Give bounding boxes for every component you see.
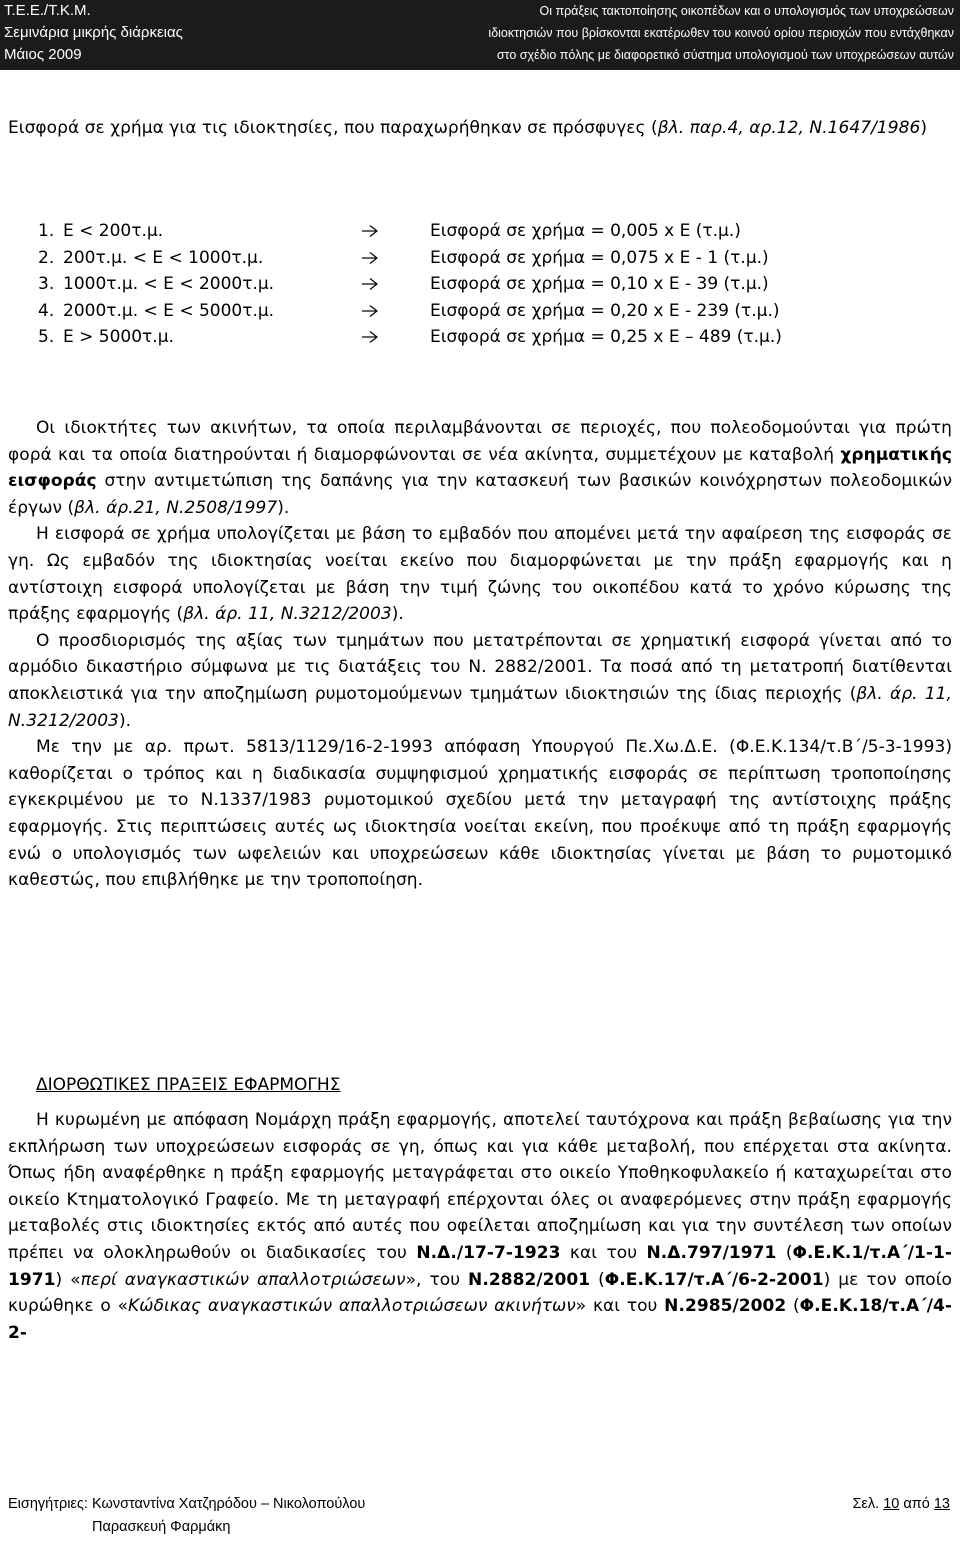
list-item: 4. 2000τ.μ. < E < 5000τ.μ. Εισφορά σε χρήμα = 0,20 x E - 239 (τ.μ.) [38, 298, 938, 325]
legal-reference: βλ. άρ.21, Ν.2508/1997 [74, 497, 278, 518]
arrow-right-icon [361, 271, 379, 297]
legal-reference: βλ. άρ. 11, Ν.3212/2003 [8, 683, 953, 731]
arrow-right-icon [361, 218, 379, 244]
contribution-list [38, 218, 938, 351]
list-item: 5. E > 5000τ.μ. Εισφορά σε χρήμα = 0,25 x E – 489 (τ.μ.) [38, 324, 938, 351]
legal-reference: βλ. άρ. 11, Ν.3212/2003 [183, 604, 392, 625]
paragraph-valuation: Ο προσδιορισμός της αξίας των τμημάτων που μετατρέπονται σε χρηματική εισφορά γίνεται από το αρμόδιο δικαστήριο σύμφωνα με τις διατάξεις του Ν. 2882/2001. Τα ποσά από τη μετατροπή διατίθενται αποκλειστικά για την αποζημίωση ρυμοτομούμενων τμημάτων ιδιοκτησιών της ίδιας περιοχής (βλ. άρ. 11, Ν.3212/2003). [8, 630, 953, 731]
paragraph-corrective-acts: Η κυρωμένη με απόφαση Νομάρχη πράξη εφαρμογής, αποτελεί ταυτόχρονα και πράξη βεβαίωσης για την εκπλήρωση των υποχρεώσεων εισφοράς σε γη, όπως και για κάθε μεταβολή, που επέρχεται στα ακίνητα. Όπως ήδη αναφέρθηκε η πράξη εφαρμογής μεταγράφεται στο οικείο Υποθηκοφυλακείο ή καταχωρείται στο οικείο Κτηματολογικό Γραφείο. Με τη μεταγραφή επέρχονται όλες οι αναφερόμενες στην πράξη εφαρμογής μεταβολές στις ιδιοκτησίες εκτός από αυτές που οφείλεται αποζημίωση και για την συντέλεση των οποίων πρέπει να ολοκληρωθούν οι διαδικασίες του Ν.Δ./17-7-1923 και του Ν.Δ.797/1971 (Φ.Ε.Κ.1/τ.Α΄/1-1-1971) «περί αναγκαστικών απαλλοτριώσεων», του Ν.2882/2001 (Φ.Ε.Κ.17/τ.Α΄/6-2-2001) με τον οποίο κυρώθηκε ο «Κώδικας αναγκαστικών απαλλοτριώσεων ακινήτων» και του Ν.2985/2002 (Φ.Ε.Κ.18/τ.Α΄/4-2- [8, 1110, 953, 1343]
bold-term: χρηματικής εισφοράς [8, 444, 952, 492]
header-title-line-2: ιδιοκτησιών που βρίσκονται εκατέρωθεν του κοινού ορίου περιοχών που εντάχθηκαν [488, 26, 954, 40]
list-item: 2. 200τ.μ. < E < 1000τ.μ. Εισφορά σε χρήμα = 0,075 x E - 1 (τ.μ.) [38, 245, 938, 272]
list-item: 1. Ε < 200τ.μ. Εισφορά σε χρήμα = 0,005 x E (τ.μ.) [38, 218, 938, 245]
footer-author-2: Παρασκευή Φαρμάκη [92, 1519, 231, 1535]
page-number: Σελ. 10 από 13 [852, 1496, 950, 1512]
page-header [0, 0, 960, 70]
header-series: Σεμινάρια μικρής διάρκειας [4, 24, 183, 41]
header-org: Τ.Ε.Ε./Τ.Κ.Μ. [4, 2, 91, 19]
arrow-right-icon [361, 324, 379, 350]
intro-paragraph: Εισφορά σε χρήμα για τις ιδιοκτησίες, που παραχωρήθηκαν σε πρόσφυγες (βλ. παρ.4, αρ.12, Ν.1647/1986) [8, 118, 928, 138]
corrective-acts-body [8, 1107, 952, 1346]
header-date: Μάιος 2009 [4, 46, 82, 63]
header-title-line-1: Οι πράξεις τακτοποίησης οικοπέδων και ο υπολογισμός των υποχρεώσεων [539, 4, 954, 18]
footer-role: Εισηγήτριες: [8, 1496, 88, 1512]
intro-reference: βλ. παρ.4, αρ.12, Ν.1647/1986 [657, 118, 921, 138]
paragraph-calculation: Η εισφορά σε χρήμα υπολογίζεται με βάση το εμβαδόν που απομένει μετά την αφαίρεση της εισφοράς σε γη. Ως εμβαδόν της ιδιοκτησίας νοείται εκείνο που διαμορφώνεται με την πράξη εφαρμογής και η αντίστοιχη εισφορά υπολογίζεται με βάση την τιμή ζώνης του οικοπέδου κατά το χρόνο κύρωσης της πράξης εφαρμογής (βλ. άρ. 11, Ν.3212/2003). [8, 524, 952, 625]
section-heading: ΔΙΟΡΘΩΤΙΚΕΣ ΠΡΑΞΕΙΣ ΕΦΑΡΜΟΓΗΣ [36, 1075, 341, 1095]
main-body [8, 415, 952, 894]
arrow-right-icon [361, 298, 379, 324]
paragraph-ministerial-decision: Με την με αρ. πρωτ. 5813/1129/16-2-1993 απόφαση Υπουργού Πε.Χω.Δ.Ε. (Φ.Ε.Κ.134/τ.Β΄/5-3-1993) καθορίζεται ο τρόπος και η διαδικασία συμψηφισμού χρηματικής εισφοράς σε περίπτωση τροποποίησης εγκεκριμένου με το Ν.1337/1983 ρυμοτομικού σχεδίου μετά την μεταγραφή της αντίστοιχης πράξης εφαρμογής. Στις περιπτώσεις αυτές ως ιδιοκτησία νοείται εκείνη, που προέκυψε από τη πράξη εφαρμογής ενώ ο υπολογισμός των ωφελειών και υποχρεώσεων κάθε ιδιοκτησίας γίνεται με βάση το ρυμοτομικό καθεστώς, που επιβλήθηκε με την τροποποίηση. [8, 737, 952, 891]
footer-author-1: Κωνσταντίνα Χατζηρόδου – Νικολοπούλου [92, 1496, 366, 1512]
header-title-line-3: στο σχέδιο πόλης με διαφορετικό σύστημα υπολογισμού των υποχρεώσεων αυτών [496, 48, 954, 62]
paragraph-owners: Οι ιδιοκτήτες των ακινήτων, τα οποία περιλαμβάνονται σε περιοχές, που πολεοδομούνται για πρώτη φορά και τα οποία διατηρούνται ή διαμορφώνονται σε νέα ακίνητα, συμμετέχουν με καταβολή χρηματικής εισφοράς στην αντιμετώπιση της δαπάνης για την κατασκευή των βασικών κοινόχρηστων πολεοδομικών έργων (βλ. άρ.21, Ν.2508/1997). [8, 418, 952, 518]
arrow-right-icon [361, 245, 379, 271]
list-item: 3. 1000τ.μ. < E < 2000τ.μ. Εισφορά σε χρήμα = 0,10 x E - 39 (τ.μ.) [38, 271, 938, 298]
